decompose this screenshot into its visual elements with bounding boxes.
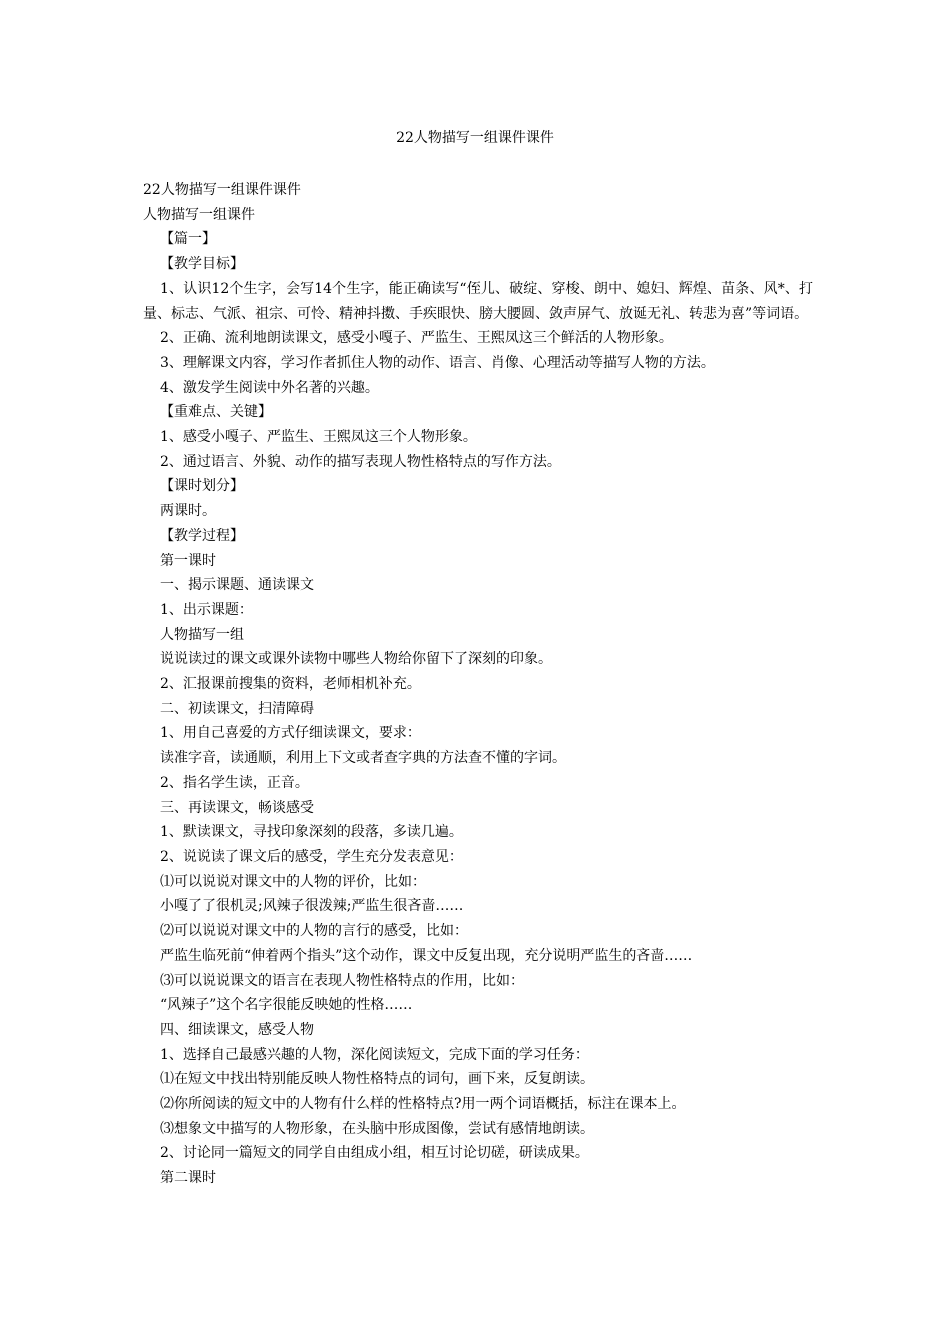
section-label: 【重难点、关键】 [160, 404, 272, 421]
text-line: 2、指名学生读，正音。 [160, 774, 309, 791]
text-line: ⑵可以说说对课文中的人物的言行的感受，比如： [160, 923, 468, 940]
text-line: 2、通过语言、外貌、动作的描写表现人物性格特点的写作方法。 [160, 453, 561, 470]
text-line: ⑴在短文中找出特别能反映人物性格特点的词句，画下来，反复朗读。 [160, 1071, 594, 1088]
text-line: 1、感受小嘎子、严监生、王熙凤这三个人物形象。 [160, 429, 477, 446]
text-line: 4、激发学生阅读中外名著的兴趣。 [160, 379, 379, 396]
document-body [143, 178, 813, 1191]
text-line: 三、再读课文，畅谈感受 [160, 799, 314, 816]
text-line: 读准字音，读通顺，利用上下文或者查字典的方法查不懂的字词。 [160, 750, 566, 767]
section-label: 【教学目标】 [160, 256, 244, 273]
document-title: 22人物描写一组课件课件 [396, 130, 554, 146]
text-line: 2、说说读了课文后的感受，学生充分发表意见： [160, 848, 463, 865]
text-line: 1、用自己喜爱的方式仔细读课文，要求： [160, 725, 421, 742]
text-line: 2、讨论同一篇短文的同学自由组成小组，相互讨论切磋，研读成果。 [160, 1145, 589, 1162]
heading-line: 22人物描写一组课件课件 [143, 182, 301, 198]
text-line: 两课时。 [160, 503, 216, 520]
text-line: 2、正确、流利地朗读课文，感受小嘎子、严监生、王熙凤这三个鲜活的人物形象。 [160, 330, 673, 347]
text-line: 第二课时 [160, 1170, 216, 1187]
section-label: 【教学过程】 [160, 527, 244, 544]
text-line: 1、选择自己最感兴趣的人物，深化阅读短文，完成下面的学习任务： [160, 1046, 589, 1063]
text-line: 第一课时 [160, 552, 216, 569]
text-line: 一、揭示课题、通读课文 [160, 577, 314, 594]
subheading-line: 人物描写一组课件 [143, 206, 255, 223]
text-line: ⑶想象文中描写的人物形象，在头脑中形成图像，尝试有感情地朗读。 [160, 1120, 594, 1137]
text-line: ⑴可以说说对课文中的人物的评价，比如： [160, 873, 426, 890]
text-line: 1、默读课文，寻找印象深刻的段落，多读几遍。 [160, 824, 463, 841]
text-line: 二、初读课文，扫清障碍 [160, 700, 314, 717]
text-line: 严监生临死前“伸着两个指头”这个动作，课文中反复出现，充分说明严监生的吝啬…… [160, 947, 693, 964]
text-line: “风辣子”这个名字很能反映她的性格…… [160, 997, 413, 1014]
text-line: 小嘎了了很机灵;风辣子很泼辣;严监生很吝啬…… [160, 898, 464, 915]
text-line: ⑶可以说说课文的语言在表现人物性格特点的作用，比如： [160, 972, 524, 989]
paragraph: 1、认识12个生字，会写14个生字，能正确读写“侄儿、破绽、穿梭、朗中、媳妇、辉煌、苗条、风*、打量、标志、气派、祖宗、可怜、精神抖擞、手疾眼快、膀大腰圆、敛声屏气、放诞无礼、转悲为喜”等词语。 [143, 280, 813, 322]
text-line: ⑵你所阅读的短文中的人物有什么样的性格特点?用一两个词语概括，标注在课本上。 [160, 1096, 686, 1113]
section-label: 【篇一】 [160, 231, 216, 248]
text-line: 3、理解课文内容，学习作者抓住人物的动作、语言、肖像、心理活动等描写人物的方法。 [160, 354, 715, 371]
text-line: 2、汇报课前搜集的资料，老师相机补充。 [160, 676, 421, 693]
text-line: 四、细读课文，感受人物 [160, 1021, 314, 1038]
text-line: 说说读过的课文或课外读物中哪些人物给你留下了深刻的印象。 [160, 651, 552, 668]
text-line: 1、出示课题： [160, 601, 253, 618]
text-line: 人物描写一组 [160, 626, 244, 643]
section-label: 【课时划分】 [160, 478, 244, 495]
